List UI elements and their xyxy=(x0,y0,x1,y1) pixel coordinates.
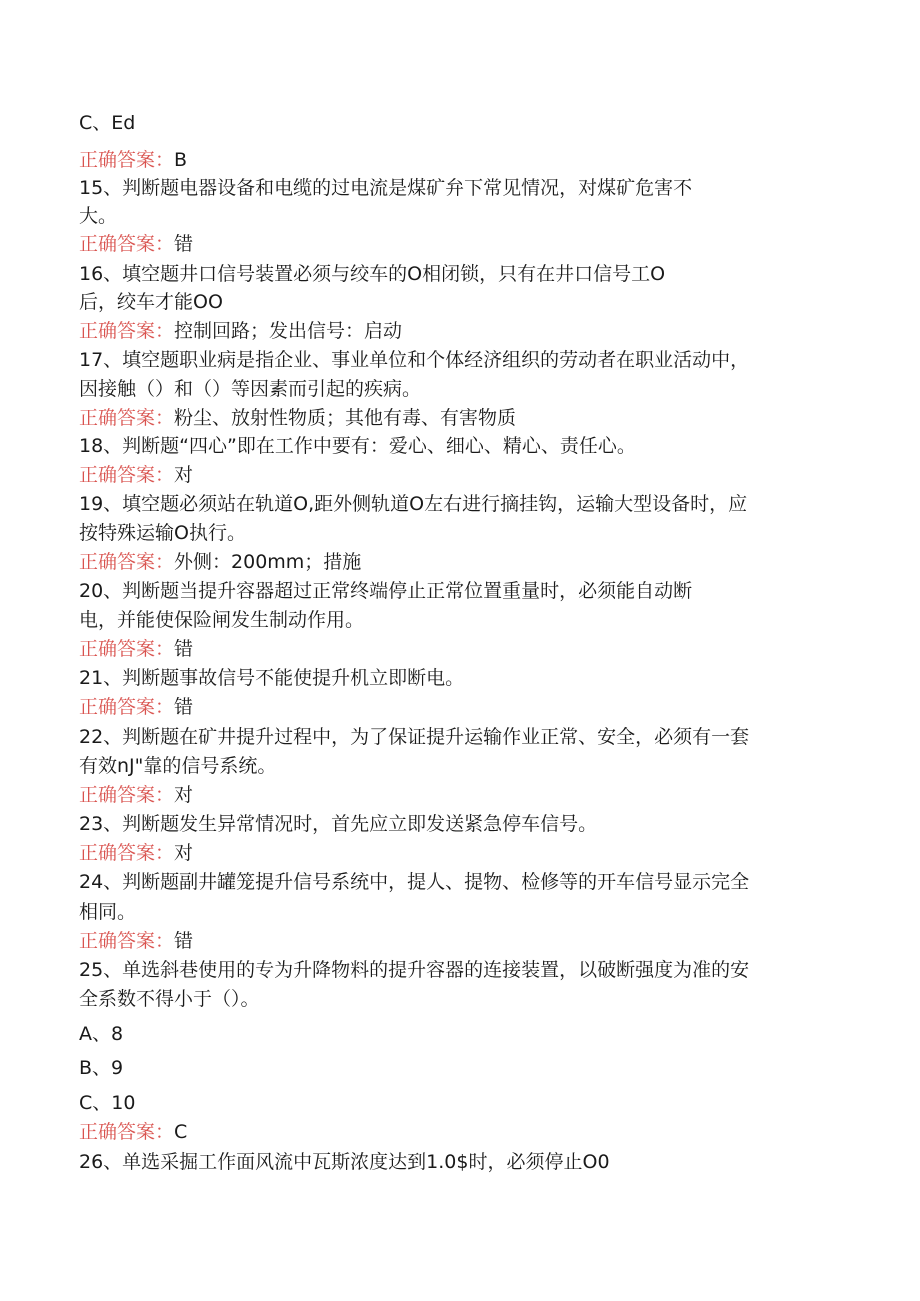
question-line: 电，并能使保险闸发生制动作用。 xyxy=(79,609,365,631)
answer-label: 正确答案： xyxy=(79,696,175,718)
answer-label: 正确答案： xyxy=(79,930,175,952)
answer-line xyxy=(79,147,860,173)
answer-value: C xyxy=(174,1121,188,1143)
answer-label: 正确答案： xyxy=(79,320,175,342)
answer-value: 错 xyxy=(174,638,194,660)
question-line: 18、判断题“四心”即在工作中要有：爱心、细心、精心、责任心。 xyxy=(79,435,636,457)
question-line: 22、判断题在矿井提升过程中，为了保证提升运输作业正常、安全，必须有一套 xyxy=(79,726,750,748)
answer-label: 正确答案： xyxy=(79,1121,175,1143)
answer-label: 正确答案： xyxy=(79,407,175,429)
answer-value: B xyxy=(174,149,188,171)
answer-line xyxy=(79,928,860,954)
question-line: 后，绞车才能OO xyxy=(79,291,223,313)
question-line: 26、单选采掘工作面风流中瓦斯浓度达到1.0$时，必须停止O0 xyxy=(79,1151,610,1173)
answer-line xyxy=(79,782,860,808)
answer-value: 对 xyxy=(174,784,194,806)
question-line: 相同。 xyxy=(79,901,137,923)
question-line: 21、判断题事故信号不能使提升机立即断电。 xyxy=(79,667,465,689)
answer-label: 正确答案： xyxy=(79,784,175,806)
answer-label: 正确答案： xyxy=(79,638,175,660)
answer-label: 正确答案： xyxy=(79,842,175,864)
answer-value: 错 xyxy=(174,696,194,718)
option-line: C、10 xyxy=(79,1092,136,1114)
answer-label: 正确答案： xyxy=(79,233,175,255)
question-line: 19、填空题必须站在轨道O,距外侧轨道O左右进行摘挂钩，运输大型设备时，应 xyxy=(79,493,748,515)
answer-label: 正确答案： xyxy=(79,551,175,573)
answer-value: 粉尘、放射性物质；其他有毒、有害物质 xyxy=(174,407,517,429)
answer-value: 控制回路；发出信号：启动 xyxy=(174,320,403,342)
answer-value: 错 xyxy=(174,930,194,952)
answer-line xyxy=(79,636,860,662)
answer-line xyxy=(79,694,860,720)
answer-label: 正确答案： xyxy=(79,149,175,171)
answer-value: 对 xyxy=(174,464,194,486)
question-line: 24、判断题副井罐笼提升信号系统中，提人、提物、检修等的开车信号显示完全 xyxy=(79,871,750,893)
question-line: 全系数不得小于（）。 xyxy=(79,988,260,1010)
answer-line xyxy=(79,318,860,344)
answer-value: 对 xyxy=(174,842,194,864)
option-line: A、8 xyxy=(79,1023,124,1045)
answer-line xyxy=(79,462,860,488)
answer-line xyxy=(79,405,860,431)
answer-line xyxy=(79,549,860,575)
answer-line xyxy=(79,1119,860,1145)
option-line: C、Ed xyxy=(79,112,136,134)
question-line: 按特殊运输O执行。 xyxy=(79,522,246,544)
question-line: 因接触（）和（）等因素而引起的疾病。 xyxy=(79,378,422,400)
answer-line xyxy=(79,231,860,257)
question-line: 20、判断题当提升容器超过正常终端停止正常位置重量时，必须能自动断 xyxy=(79,580,693,602)
option-line: B、9 xyxy=(79,1057,124,1079)
question-line: 23、判断题发生异常情况时，首先应立即发送紧急停车信号。 xyxy=(79,813,598,835)
question-line: 15、判断题电器设备和电缆的过电流是煤矿弁下常见情况，对煤矿危害不 xyxy=(79,177,693,199)
question-line: 17、填空题职业病是指企业、事业单位和个体经济组织的劳动者在职业活动中， xyxy=(79,349,750,371)
answer-line xyxy=(79,840,860,866)
answer-value: 错 xyxy=(174,233,194,255)
question-line: 大。 xyxy=(79,205,118,227)
question-line: 有效nJ"靠的信号系统。 xyxy=(79,755,277,777)
answer-label: 正确答案： xyxy=(79,464,175,486)
question-line: 16、填空题井口信号装置必须与绞车的O相闭锁，只有在井口信号工O xyxy=(79,263,666,285)
answer-value: 外侧：200mm；措施 xyxy=(174,551,362,573)
question-line: 25、单选斜巷使用的专为升降物料的提升容器的连接装置，以破断强度为准的安 xyxy=(79,959,750,981)
